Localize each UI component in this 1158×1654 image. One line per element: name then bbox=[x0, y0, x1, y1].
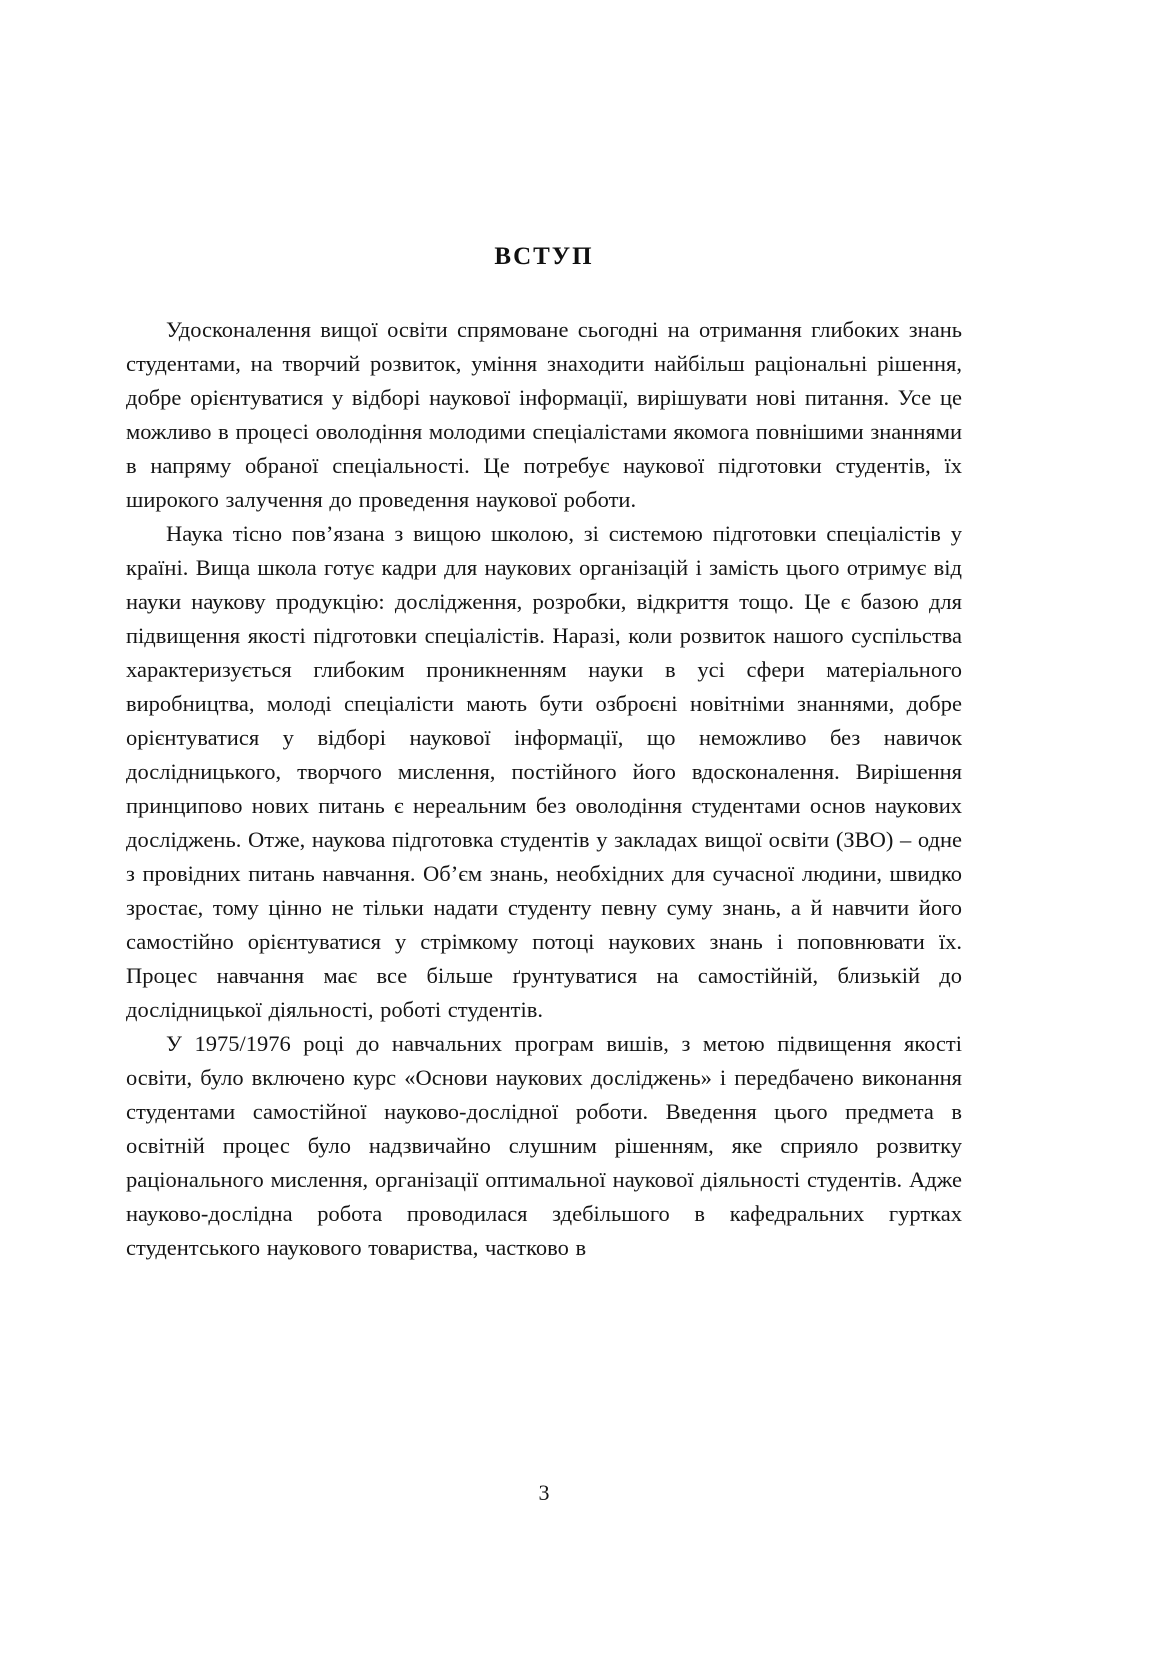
text-block bbox=[126, 243, 962, 1265]
page-number: 3 bbox=[538, 1480, 550, 1505]
paragraph: У 1975/1976 році до навчальних програм вишів, з метою підвищення якості освіти, було включено курс «Основи наукових досліджень» і передбачено виконання студентами самостійної науково-дослідної роботи. Введення цього предмета в освітній процес було надзвичайно слушним рішенням, яке сприяло розвитку раціонального мислення, організації оптимальної наукової діяльності студентів. Адже науково-дослідна робота проводилася здебільшого в кафедральних гуртках студентського наукового товариства, частково в bbox=[126, 1031, 962, 1260]
paragraph: Удосконалення вищої освіти спрямоване сьогодні на отримання глибоких знань студентами, на творчий розвиток, уміння знаходити найбільш раціональні рішення, добре орієнтуватися у відборі наукової інформації, вирішувати нові питання. Усе це можливо в процесі оволодіння молодими спеціалістами якомога повнішими знаннями в напряму обраної спеціальності. Це потребує наукової підготовки студентів, їх широкого залучення до проведення наукової роботи. bbox=[126, 317, 962, 512]
paragraph: Наука тісно пов’язана з вищою школою, зі системою підготовки спеціалістів у країні. Вища школа готує кадри для наукових організацій і замість цього отримує від науки наукову продукцію: дослідження, розробки, відкриття тощо. Це є базою для підвищення якості підготовки спеціалістів. Наразі, коли розвиток нашого суспільства характеризується глибоким проникненням науки в усі сфери матеріального виробництва, молоді спеціалісти мають бути озброєні новітніми знаннями, добре орієнтуватися у відборі наукової інформації, що неможливо без навичок дослідницького, творчого мислення, постійного його вдосконалення. Вирішення принципово нових питань є нереальним без оволодіння студентами основ наукових досліджень. Отже, наукова підготовка студентів у закладах вищої освіти (ЗВО) – одне з провідних питань навчання. Об’єм знань, необхідних для сучасної людини, швидко зростає, тому цінно не тільки надати студенту певну суму знань, а й навчити його самостійно орієнтуватися у стрімкому потоці наукових знань і поповнювати їх. Процес навчання має все більше ґрунтуватися на самостійній, близькій до дослідницької діяльності, роботі студентів. bbox=[126, 521, 962, 1022]
page-title: ВСТУП bbox=[494, 243, 594, 270]
